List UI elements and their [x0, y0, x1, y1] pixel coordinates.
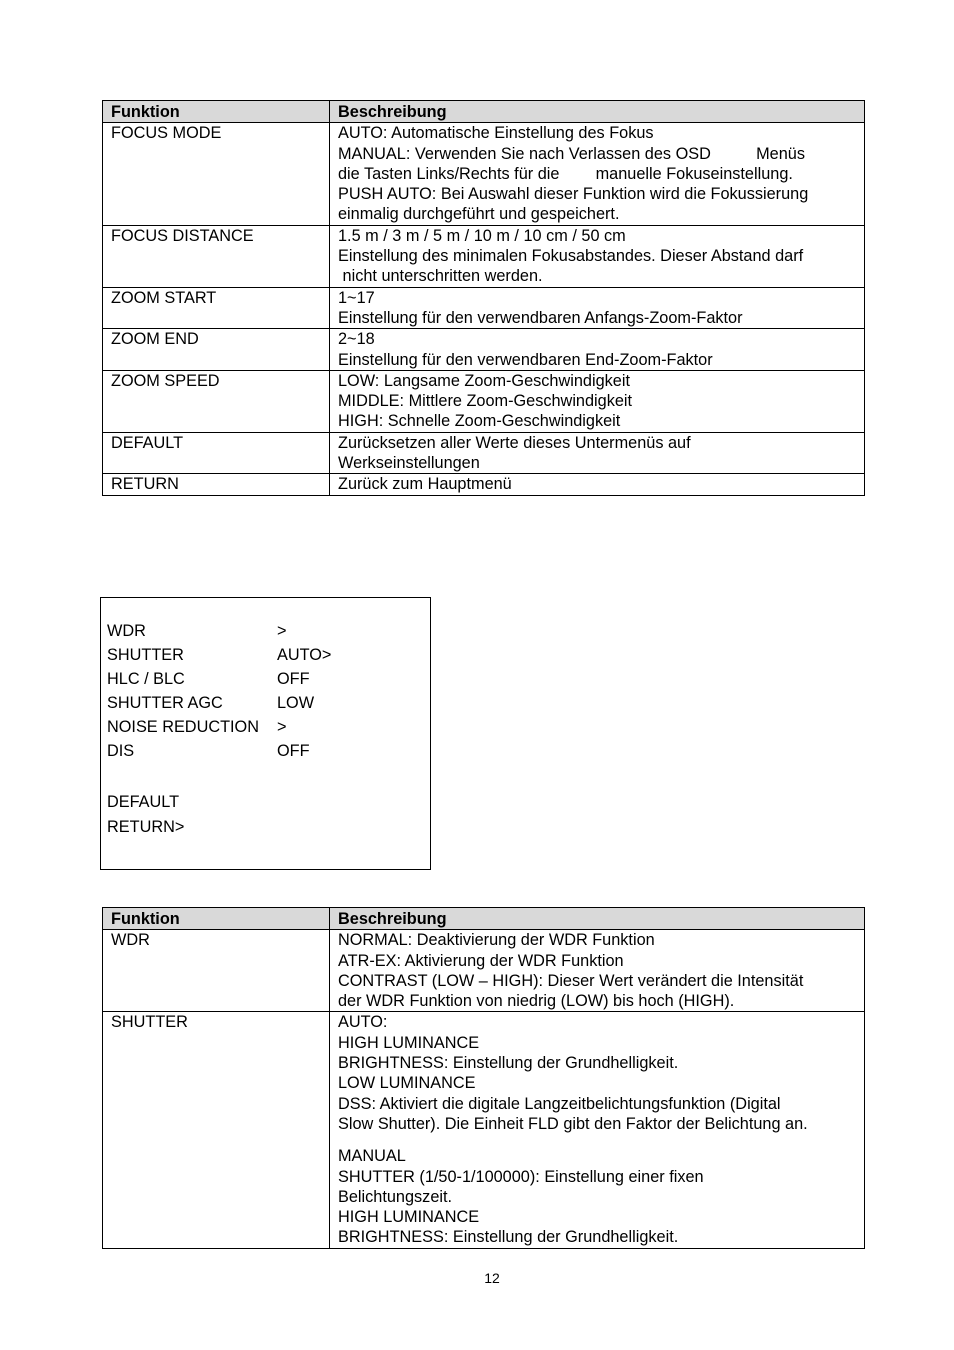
osd-item-label: WDR [107, 622, 146, 640]
table-header-row [103, 908, 865, 930]
row-description [330, 432, 865, 474]
header-funktion: Funktion [103, 908, 330, 930]
description-line: Zurück zum Hauptmenü [338, 475, 512, 494]
table-row [103, 287, 865, 329]
row-function: ZOOM SPEED [103, 370, 330, 432]
table-row [103, 225, 865, 287]
description-line: der WDR Funktion von niedrig (LOW) bis hoch (HIGH). [338, 992, 735, 1011]
description-line: BRIGHTNESS: Einstellung der Grundhelligkeit. [338, 1054, 679, 1073]
description-spacer [338, 1134, 856, 1146]
description-line: Einstellung für den verwendbaren Anfangs-Zoom-Faktor [338, 308, 743, 327]
description-line: AUTO: [338, 1013, 388, 1032]
row-function: FOCUS DISTANCE [103, 225, 330, 287]
table-row [103, 370, 865, 432]
row-description [330, 370, 865, 432]
row-description [330, 225, 865, 287]
description-line: Werkseinstellungen [338, 454, 480, 473]
description-line: MANUAL: Verwenden Sie nach Verlassen des OSD Menüs [338, 144, 805, 163]
description-line: AUTO: Automatische Einstellung des Fokus [338, 124, 654, 143]
osd-item-label: DEFAULT [107, 793, 180, 811]
row-description [330, 930, 865, 1012]
header-beschreibung: Beschreibung [330, 908, 865, 930]
row-function: SHUTTER [103, 1012, 330, 1248]
description-line: SHUTTER (1/50-1/100000): Einstellung einer fixen [338, 1167, 704, 1186]
osd-item-value: LOW [277, 694, 315, 712]
row-description [330, 123, 865, 225]
osd-item-label: SHUTTER [107, 646, 184, 664]
description-line: LOW LUMINANCE [338, 1074, 476, 1093]
osd-item-label: RETURN> [107, 818, 185, 836]
row-function: ZOOM START [103, 287, 330, 329]
description-line: Belichtungszeit. [338, 1187, 453, 1206]
description-line: die Tasten Links/Rechts für die manuelle Fokuseinstellung. [338, 164, 793, 183]
description-line: HIGH: Schnelle Zoom-Geschwindigkeit [338, 412, 621, 431]
osd-item-value: > [277, 718, 287, 736]
row-description [330, 474, 865, 495]
table-row [103, 329, 865, 371]
osd-item-label: NOISE REDUCTION [107, 718, 259, 736]
description-line: 1.5 m / 3 m / 5 m / 10 m / 10 cm / 50 cm [338, 226, 626, 245]
row-description [330, 287, 865, 329]
table-row [103, 432, 865, 474]
osd-item-value: > [277, 622, 287, 640]
description-line: HIGH LUMINANCE [338, 1208, 480, 1227]
osd-item-label: SHUTTER AGC [107, 694, 223, 712]
header-beschreibung: Beschreibung [330, 101, 865, 123]
osd-item-value: OFF [277, 670, 310, 688]
description-line: NORMAL: Deaktivierung der WDR Funktion [338, 931, 655, 950]
osd-menu-box [100, 597, 431, 870]
table-row [103, 474, 865, 495]
osd-item-value: OFF [277, 742, 310, 760]
description-line: Slow Shutter). Die Einheit FLD gibt den Faktor der Belichtung an. [338, 1114, 808, 1133]
row-function: RETURN [103, 474, 330, 495]
description-line: DSS: Aktiviert die digitale Langzeitbelichtungsfunktion (Digital [338, 1094, 781, 1113]
osd-item-label: HLC / BLC [107, 670, 185, 688]
description-line: BRIGHTNESS: Einstellung der Grundhelligkeit. [338, 1228, 679, 1247]
row-function: ZOOM END [103, 329, 330, 371]
description-line: LOW: Langsame Zoom-Geschwindigkeit [338, 371, 630, 390]
osd-item-value: AUTO> [277, 646, 332, 664]
description-line: 1~17 [338, 288, 375, 307]
header-funktion: Funktion [103, 101, 330, 123]
description-line: nicht unterschritten werden. [338, 267, 543, 286]
table-row [103, 930, 865, 1012]
description-line: ATR-EX: Aktivierung der WDR Funktion [338, 951, 624, 970]
description-line: Einstellung für den verwendbaren End-Zoom-Faktor [338, 350, 713, 369]
description-line: 2~18 [338, 330, 375, 349]
description-line: CONTRAST (LOW – HIGH): Dieser Wert verändert die Intensität [338, 971, 804, 990]
description-line: PUSH AUTO: Bei Auswahl dieser Funktion wird die Fokussierung [338, 185, 809, 204]
description-line: MANUAL [338, 1147, 406, 1166]
page-number: 12 [484, 1270, 500, 1286]
description-line: einmalig durchgeführt und gespeichert. [338, 205, 620, 224]
table-header-row [103, 101, 865, 123]
description-line: MIDDLE: Mittlere Zoom-Geschwindigkeit [338, 392, 633, 411]
row-function: FOCUS MODE [103, 123, 330, 225]
description-line: Einstellung des minimalen Fokusabstandes. Dieser Abstand darf [338, 247, 804, 266]
focus-zoom-function-table [102, 100, 865, 496]
exposure-function-table [102, 907, 865, 1249]
row-function: DEFAULT [103, 432, 330, 474]
row-description [330, 1012, 865, 1248]
osd-item-label: DIS [107, 742, 135, 760]
row-description [330, 329, 865, 371]
description-line: HIGH LUMINANCE [338, 1033, 480, 1052]
description-line: Zurücksetzen aller Werte dieses Untermenüs auf [338, 433, 691, 452]
table-row [103, 1012, 865, 1248]
table-row [103, 123, 865, 225]
row-function: WDR [103, 930, 330, 1012]
